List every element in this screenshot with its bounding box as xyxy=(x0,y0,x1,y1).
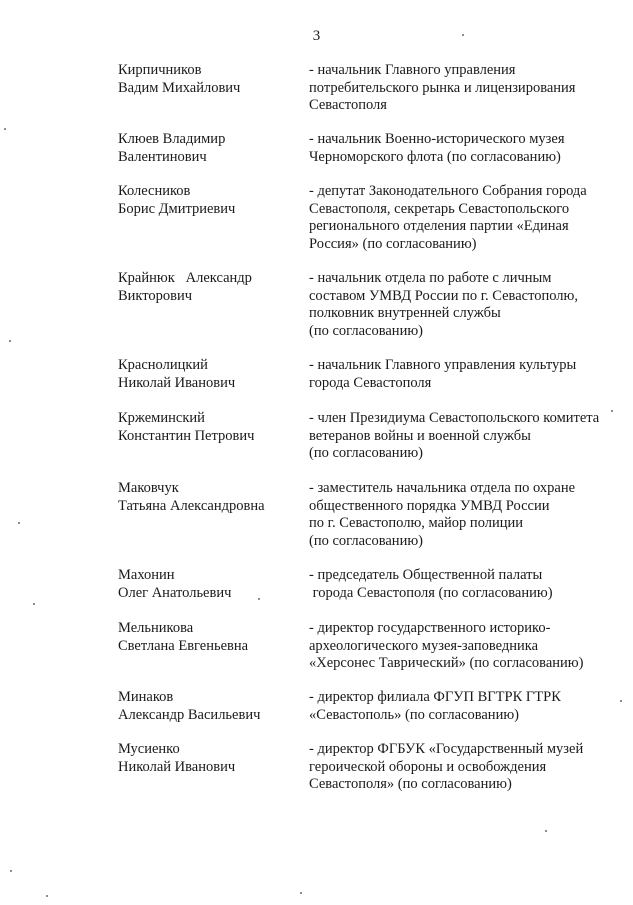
name-line: Махонин xyxy=(118,567,175,583)
role-line: регионального отделения партии «Единая xyxy=(309,218,569,234)
name-line: Маковчук xyxy=(118,480,179,496)
person-name xyxy=(118,620,303,655)
role-line: - начальник Военно-исторического музея xyxy=(309,131,565,147)
person-role xyxy=(309,480,629,550)
person-role xyxy=(309,741,629,794)
scan-speck xyxy=(33,603,35,605)
role-line: - заместитель начальника отдела по охране xyxy=(309,480,576,496)
page-number: 3 xyxy=(312,28,321,44)
role-line: - директор филиала ФГУП ВГТРК ГТРК xyxy=(309,689,561,705)
role-line: - директор ФГБУК «Государственный музей xyxy=(309,741,584,757)
role-line: по г. Севастополю, майор полиции xyxy=(309,515,524,531)
person-role xyxy=(309,62,629,115)
scan-speck xyxy=(9,340,11,342)
role-line: - депутат Законодательного Собрания города xyxy=(309,183,587,199)
person-name xyxy=(118,357,303,392)
person-name xyxy=(118,131,303,166)
role-line: Черноморского флота (по согласованию) xyxy=(309,148,561,165)
person-name xyxy=(118,689,303,724)
name-line: Колесников xyxy=(118,183,191,199)
role-line: общественного порядка УМВД России xyxy=(309,497,550,514)
person-name xyxy=(118,741,303,776)
scan-speck xyxy=(300,892,302,894)
role-line: Севастополя xyxy=(309,97,387,113)
name-line: Мельникова xyxy=(118,620,194,636)
role-line: полковник внутренней службы xyxy=(309,305,501,321)
scan-speck xyxy=(545,830,547,832)
name-line: Константин Петрович xyxy=(118,427,255,444)
name-line: Николай Иванович xyxy=(118,758,236,775)
person-role xyxy=(309,620,629,673)
person-name xyxy=(118,270,303,305)
role-line: (по согласованию) xyxy=(309,445,423,461)
role-line: Россия» (по согласованию) xyxy=(309,235,477,252)
role-line: - начальник Главного управления xyxy=(309,62,516,78)
name-line: Мусиенко xyxy=(118,741,180,757)
scan-speck xyxy=(611,410,613,412)
person-name xyxy=(118,480,303,515)
name-line: Валентинович xyxy=(118,148,207,165)
role-line: - директор государственного историко- xyxy=(309,620,551,636)
role-line: - председатель Общественной палаты xyxy=(309,567,543,583)
name-line: Крайнюк Александр xyxy=(118,270,252,286)
person-role xyxy=(309,270,629,340)
name-line: Кирпичников xyxy=(118,62,202,78)
person-name xyxy=(118,183,303,218)
role-line: города Севастополя (по согласованию) xyxy=(309,584,553,601)
person-role xyxy=(309,689,629,724)
name-line: Клюев Владимир xyxy=(118,131,226,147)
role-line: - начальник отдела по работе с личным xyxy=(309,270,552,286)
person-name xyxy=(118,567,303,602)
name-line: Татьяна Александровна xyxy=(118,497,265,514)
name-line: Викторович xyxy=(118,287,193,304)
name-line: Краснолицкий xyxy=(118,357,208,373)
role-line: археологического музея-заповедника xyxy=(309,637,539,654)
person-role xyxy=(309,183,629,253)
name-line: Александр Васильевич xyxy=(118,706,261,723)
role-line: (по согласованию) xyxy=(309,532,423,549)
role-line: - начальник Главного управления культуры xyxy=(309,357,577,373)
scan-speck xyxy=(620,700,622,702)
role-line: составом УМВД России по г. Севастополю, xyxy=(309,287,578,304)
role-line: (по согласованию) xyxy=(309,322,423,339)
scan-speck xyxy=(18,522,20,524)
role-line: Севастополя» (по согласованию) xyxy=(309,776,512,792)
scan-speck xyxy=(46,895,48,897)
role-line: - член Президиума Севастопольского комитета xyxy=(309,410,600,426)
scan-speck xyxy=(462,34,464,36)
role-line: «Херсонес Таврический» (по согласованию) xyxy=(309,655,584,671)
scan-speck xyxy=(10,870,12,872)
role-line: героической обороны и освобождения xyxy=(309,758,547,775)
name-line: Светлана Евгеньевна xyxy=(118,637,249,654)
person-role xyxy=(309,131,629,166)
role-line: Севастополя, секретарь Севастопольского xyxy=(309,200,570,217)
person-role xyxy=(309,410,629,463)
role-line: города Севастополя xyxy=(309,374,432,391)
name-line: Олег Анатольевич xyxy=(118,584,232,601)
person-role xyxy=(309,567,629,602)
role-line: потребительского рынка и лицензирования xyxy=(309,79,576,96)
person-role xyxy=(309,357,629,392)
name-line: Вадим Михайлович xyxy=(118,79,241,96)
name-line: Борис Дмитриевич xyxy=(118,200,236,217)
scan-speck xyxy=(258,598,260,600)
name-line: Минаков xyxy=(118,689,174,705)
person-name xyxy=(118,410,303,445)
name-line: Кржеминский xyxy=(118,410,205,426)
person-name xyxy=(118,62,303,97)
role-line: «Севастополь» (по согласованию) xyxy=(309,706,519,723)
scan-speck xyxy=(4,128,6,130)
name-line: Николай Иванович xyxy=(118,374,236,391)
role-line: ветеранов войны и военной службы xyxy=(309,427,531,444)
